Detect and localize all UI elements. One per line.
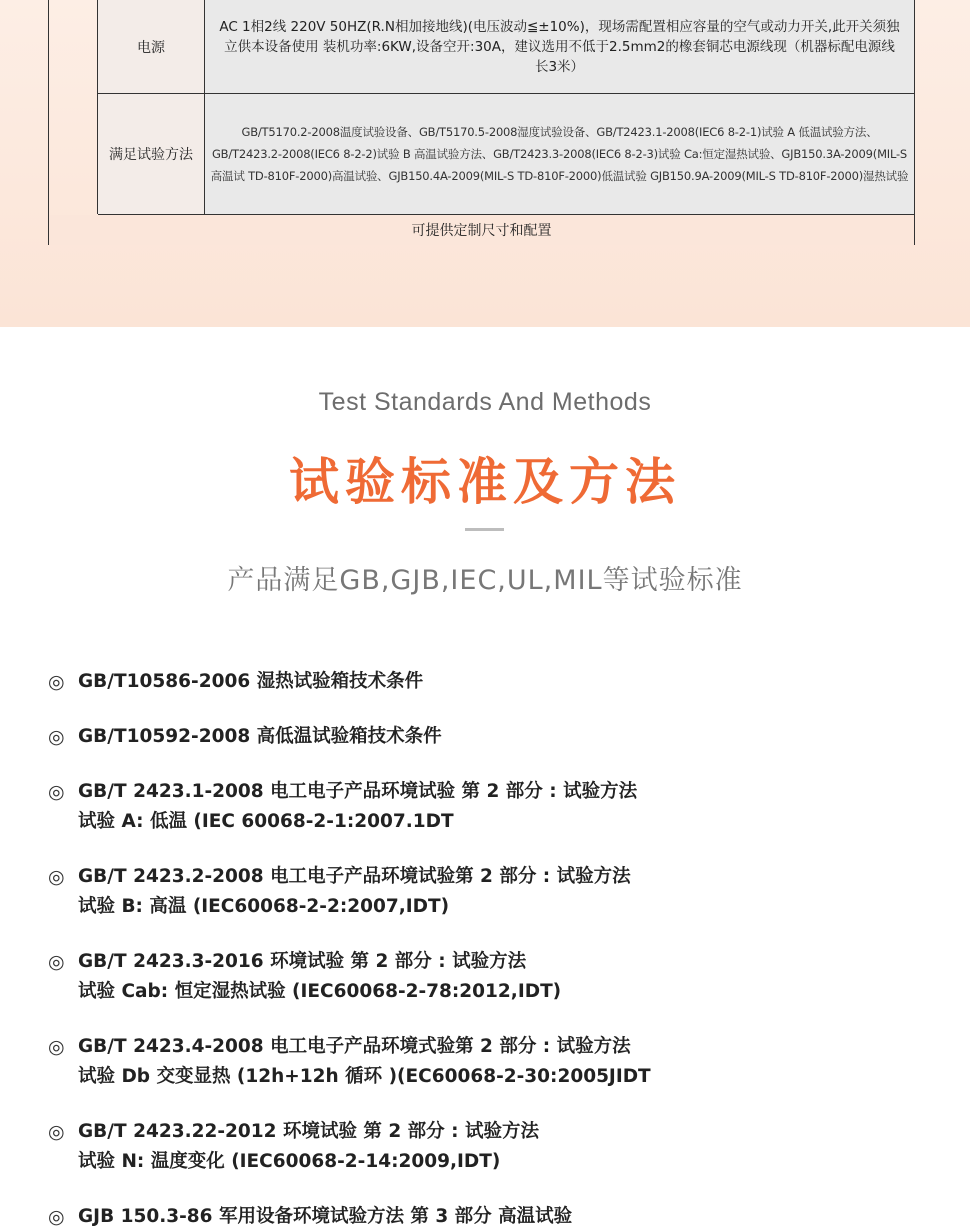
standard-text (78, 1032, 651, 1092)
bullet-circle-icon: ◎ (48, 951, 65, 973)
standard-item (48, 862, 631, 922)
title-divider (465, 528, 504, 531)
standard-line-1: GJB 150.3-86 军用设备环境试验方法 第 3 部分 高温试验 (78, 1206, 573, 1227)
standard-item (48, 667, 423, 697)
standard-line-1: GB/T 2423.2-2008 电工电子产品环境试验第 2 部分 : 试验方法 (78, 866, 631, 887)
standard-line-1: GB/T10586-2006 湿热试验箱技术条件 (78, 671, 424, 692)
power-value: AC 1相2线 220V 50HZ(R.N相加接地线)(电压波动≦±10%)，现场需配置相应容量的空气或动力开关,此开关须独立供本设备使用 装机功率:6KW,设备空开:30A，建议选用不低于2.5mm2的橡套铜芯电源线现（机器标配电源线长3米） (205, 0, 914, 93)
standard-item (48, 777, 637, 837)
bullet-circle-icon: ◎ (48, 781, 65, 803)
standard-text (78, 947, 561, 1007)
section-subtitle: 产品满足GB,GJB,IEC,UL,MIL等试验标准 (227, 565, 743, 596)
standard-line-2: 试验 Cab: 恒定湿热试验 (IEC60068-2-78:2012,IDT) (78, 981, 562, 1002)
standard-line-1: GB/T 2423.4-2008 电工电子产品环境式验第 2 部分 : 试验方法 (78, 1036, 631, 1057)
standard-line-1: GB/T10592-2008 高低温试验箱技术条件 (78, 726, 442, 747)
standard-line-1: GB/T 2423.22-2012 环境试验 第 2 部分 : 试验方法 (78, 1121, 539, 1142)
bullet-circle-icon: ◎ (48, 726, 65, 748)
spec-table-stub-column (49, 0, 98, 214)
bullet-circle-icon: ◎ (48, 1121, 65, 1143)
standard-line-1: GB/T 2423.3-2016 环境试验 第 2 部分 : 试验方法 (78, 951, 527, 972)
methods-value: GB/T5170.2-2008温度试验设备、GB/T5170.5-2008湿度试验设备、GB/T2423.1-2008(IEC6 8-2-1)试验 A 低温试验方法、GB/T2423.2-2008(IEC6 8-2-2)试验 B 高温试验方法、GB/T2423.3-2008(IEC6 8-2-3)试验 Ca:恒定湿热试验、GJB150.3A-2009(MIL-S 高温试 TD-810F-2000)高温试验、GJB150.4A-2009(MIL-S TD-810F-2000)低温试验 GJB150.9A-2009(MIL-S TD-810F-2000)湿热试验 (205, 94, 914, 214)
standard-line-1: GB/T 2423.1-2008 电工电子产品环境试验 第 2 部分 : 试验方法 (78, 781, 638, 802)
bullet-circle-icon: ◎ (48, 1206, 65, 1228)
power-label: 电源 (98, 0, 205, 93)
spec-row-power (98, 0, 914, 94)
standard-text (78, 1117, 539, 1177)
bullet-circle-icon: ◎ (48, 671, 65, 693)
bullet-circle-icon: ◎ (48, 866, 65, 888)
custom-config-note: 可提供定制尺寸和配置 (49, 215, 914, 245)
standard-item (48, 1117, 539, 1177)
standard-text (78, 667, 423, 697)
bullet-circle-icon: ◎ (48, 1036, 65, 1058)
section-title-chinese: 试验标准及方法 (289, 453, 681, 511)
standard-item (48, 722, 442, 752)
standard-text (78, 777, 637, 837)
standard-line-2: 试验 B: 高温 (IEC60068-2-2:2007,IDT) (78, 896, 450, 917)
spec-table (48, 0, 915, 245)
standard-line-2: 试验 A: 低温 (IEC 60068-2-1:2007.1DT (78, 811, 454, 832)
standard-item (48, 947, 561, 1007)
standard-text (78, 722, 442, 752)
standard-text (78, 1202, 572, 1232)
standard-item (48, 1032, 651, 1092)
standard-line-2: 试验 N: 温度变化 (IEC60068-2-14:2009,IDT) (78, 1151, 501, 1172)
standard-text (78, 862, 631, 922)
section-title-english: Test Standards And Methods (318, 388, 652, 416)
spec-row-methods (98, 94, 914, 215)
standard-item (48, 1202, 572, 1232)
standard-line-2: 试验 Db 交变显热 (12h+12h 循环 )(EC60068-2-30:2005JIDT (78, 1066, 651, 1087)
methods-label: 满足试验方法 (98, 94, 205, 214)
